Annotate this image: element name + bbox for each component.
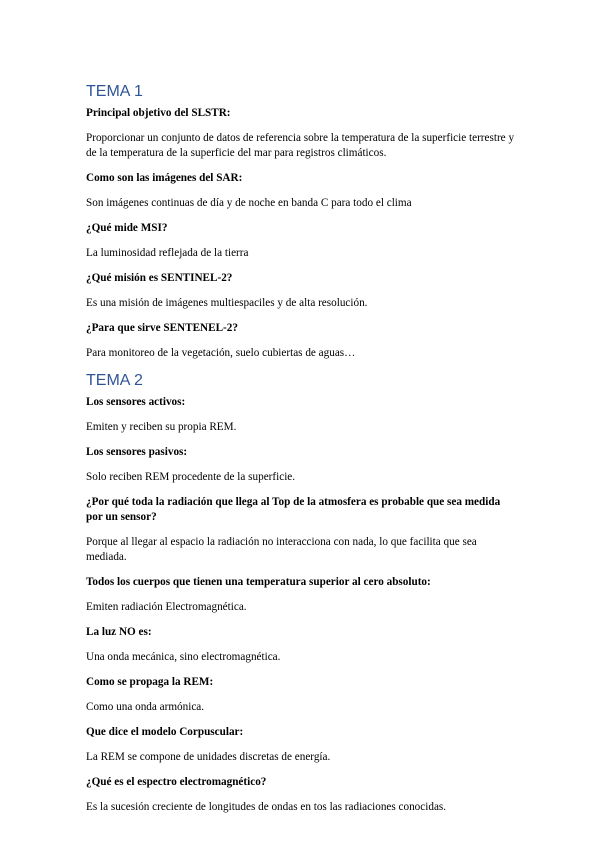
answer: Solo reciben REM procedente de la superficie. [86, 471, 296, 483]
question: Como son las imágenes del SAR: [86, 172, 243, 184]
answer: Emiten y reciben su propia REM. [86, 421, 237, 433]
answer: La REM se compone de unidades discretas de energía. [86, 751, 331, 763]
qa-item [86, 221, 516, 261]
answer: Es la sucesión creciente de longitudes de ondas en tos las radiaciones conocidas. [86, 801, 447, 813]
section-heading: TEMA 1 [86, 83, 143, 100]
question: ¿Qué mide MSI? [86, 222, 168, 234]
question: ¿Qué es el espectro electromagnético? [86, 776, 267, 788]
qa-item [86, 495, 516, 565]
section-tema-1 [86, 82, 516, 361]
answer: Porque al llegar al espacio la radiación no interacciona con nada, lo que facilita que sea mediada. [86, 536, 477, 563]
qa-item [86, 625, 516, 665]
qa-item [86, 171, 516, 211]
question: ¿Qué misión es SENTINEL-2? [86, 272, 233, 284]
answer: Es una misión de imágenes multiespaciles y de alta resolución. [86, 297, 368, 309]
answer: Emiten radiación Electromagnética. [86, 601, 247, 613]
qa-item [86, 395, 516, 435]
answer: Como una onda armónica. [86, 701, 205, 713]
qa-item [86, 675, 516, 715]
section-tema-2 [86, 371, 516, 815]
question: Todos los cuerpos que tienen una temperatura superior al cero absoluto: [86, 576, 431, 588]
question: Principal objetivo del SLSTR: [86, 107, 231, 119]
qa-item [86, 271, 516, 311]
section-heading: TEMA 2 [86, 372, 143, 389]
question: ¿Para que sirve SENTENEL-2? [86, 322, 238, 334]
answer: Son imágenes continuas de día y de noche en banda C para todo el clima [86, 197, 412, 209]
qa-item [86, 575, 516, 615]
qa-item [86, 775, 516, 815]
question: Como se propaga la REM: [86, 676, 214, 688]
question: Los sensores pasivos: [86, 446, 188, 458]
qa-item [86, 106, 516, 161]
document-page [86, 82, 516, 825]
qa-item [86, 725, 516, 765]
answer: La luminosidad reflejada de la tierra [86, 247, 249, 259]
answer: Para monitoreo de la vegetación, suelo cubiertas de aguas… [86, 347, 356, 359]
question: La luz NO es: [86, 626, 152, 638]
answer: Proporcionar un conjunto de datos de referencia sobre la temperatura de la superficie terrestre y de la temperatura de la superficie del mar para registros climáticos. [86, 132, 515, 159]
question: ¿Por qué toda la radiación que llega al Top de la atmosfera es probable que sea medida por un sensor? [86, 496, 501, 523]
question: Que dice el modelo Corpuscular: [86, 726, 244, 738]
qa-item [86, 445, 516, 485]
question: Los sensores activos: [86, 396, 186, 408]
qa-item [86, 321, 516, 361]
answer: Una onda mecánica, sino electromagnética. [86, 651, 281, 663]
